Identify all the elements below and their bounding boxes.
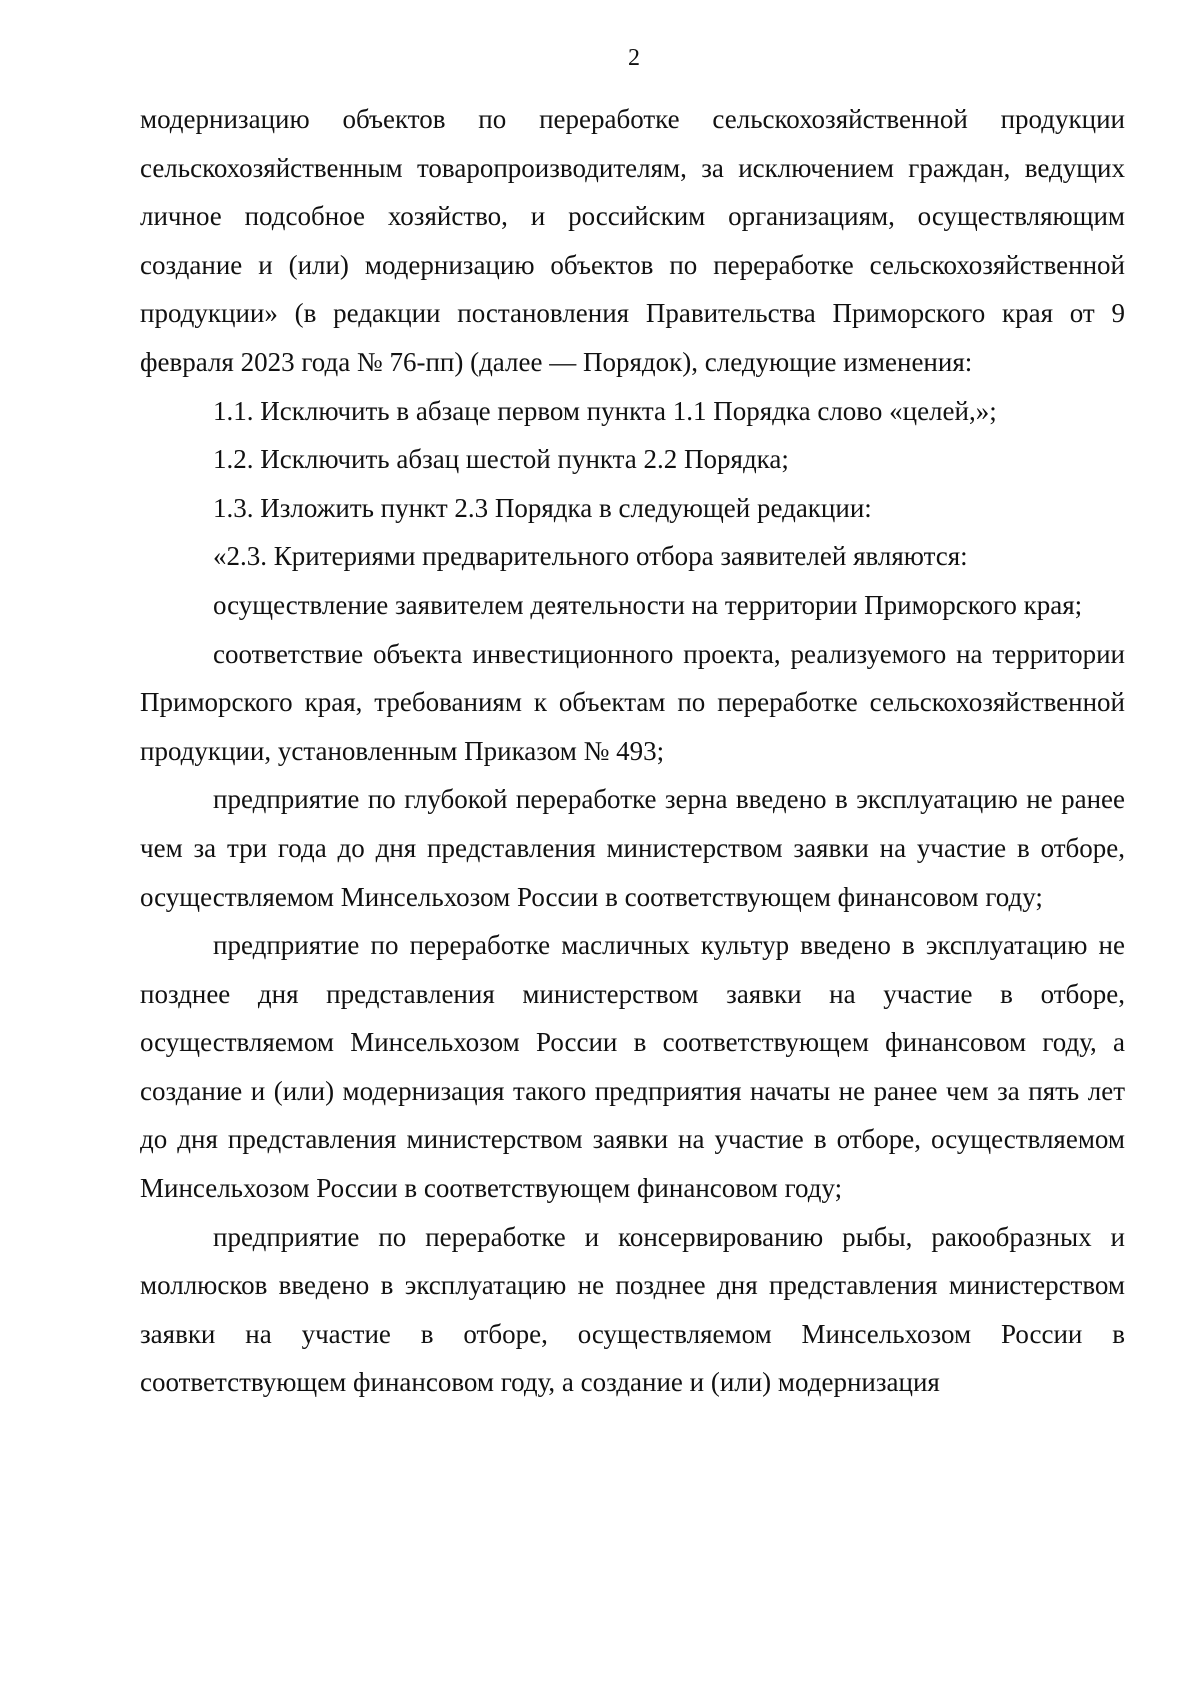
paragraph-continuation: модернизацию объектов по переработке сельскохозяйственной продукции сельскохозяйственным товаропроизводителям, за исключением граждан, ведущих личное подсобное хозяйство, и российским организациям, осуществляющим создание и (или) модернизацию объектов по переработке сельскохозяйственной продукции» (в редакции постановления Правительства Приморского края от 9 февраля 2023 года № 76-пп) (далее — Порядок), следующие изменения: bbox=[140, 104, 1125, 377]
document-body bbox=[140, 95, 1125, 1407]
paragraph-item-1-1: 1.1. Исключить в абзаце первом пункта 1.1 Порядка слово «целей,»; bbox=[213, 395, 997, 426]
paragraph-criterion-object: соответствие объекта инвестиционного проекта, реализуемого на территории Приморского края, требованиям к объектам по переработке сельскохозяйственной продукции, установленным Приказом № 493; bbox=[140, 638, 1125, 766]
paragraph-item-1-3: 1.3. Изложить пункт 2.3 Порядка в следующей редакции: bbox=[213, 492, 872, 523]
paragraph-criterion-oilseed: предприятие по переработке масличных культур введено в эксплуатацию не позднее дня представления министерством заявки на участие в отборе, осуществляемом Минсельхозом России в соответствующем финансовом году, а создание и (или) модернизация такого предприятия начаты не ранее чем за пять лет до дня представления министерством заявки на участие в отборе, осуществляемом Минсельхозом России в соответствующем финансовом году; bbox=[140, 930, 1125, 1204]
page-number: 2 bbox=[628, 45, 640, 71]
paragraph-criterion-fish: предприятие по переработке и консервированию рыбы, ракообразных и моллюсков введено в эксплуатацию не позднее дня представления министерством заявки на участие в отборе, осуществляемом Минсельхозом России в соответствующем финансовом году, а создание и (или) модернизация bbox=[140, 1221, 1125, 1398]
paragraph-criterion-territory: осуществление заявителем деятельности на территории Приморского края; bbox=[213, 589, 1083, 620]
paragraph-item-2-3: «2.3. Критериями предварительного отбора заявителей являются: bbox=[213, 541, 968, 572]
paragraph-item-1-2: 1.2. Исключить абзац шестой пункта 2.2 Порядка; bbox=[213, 444, 789, 475]
paragraph-criterion-grain: предприятие по глубокой переработке зерна введено в эксплуатацию не ранее чем за три года до дня представления министерством заявки на участие в отборе, осуществляемом Минсельхозом России в соответствующем финансовом году; bbox=[140, 784, 1125, 912]
